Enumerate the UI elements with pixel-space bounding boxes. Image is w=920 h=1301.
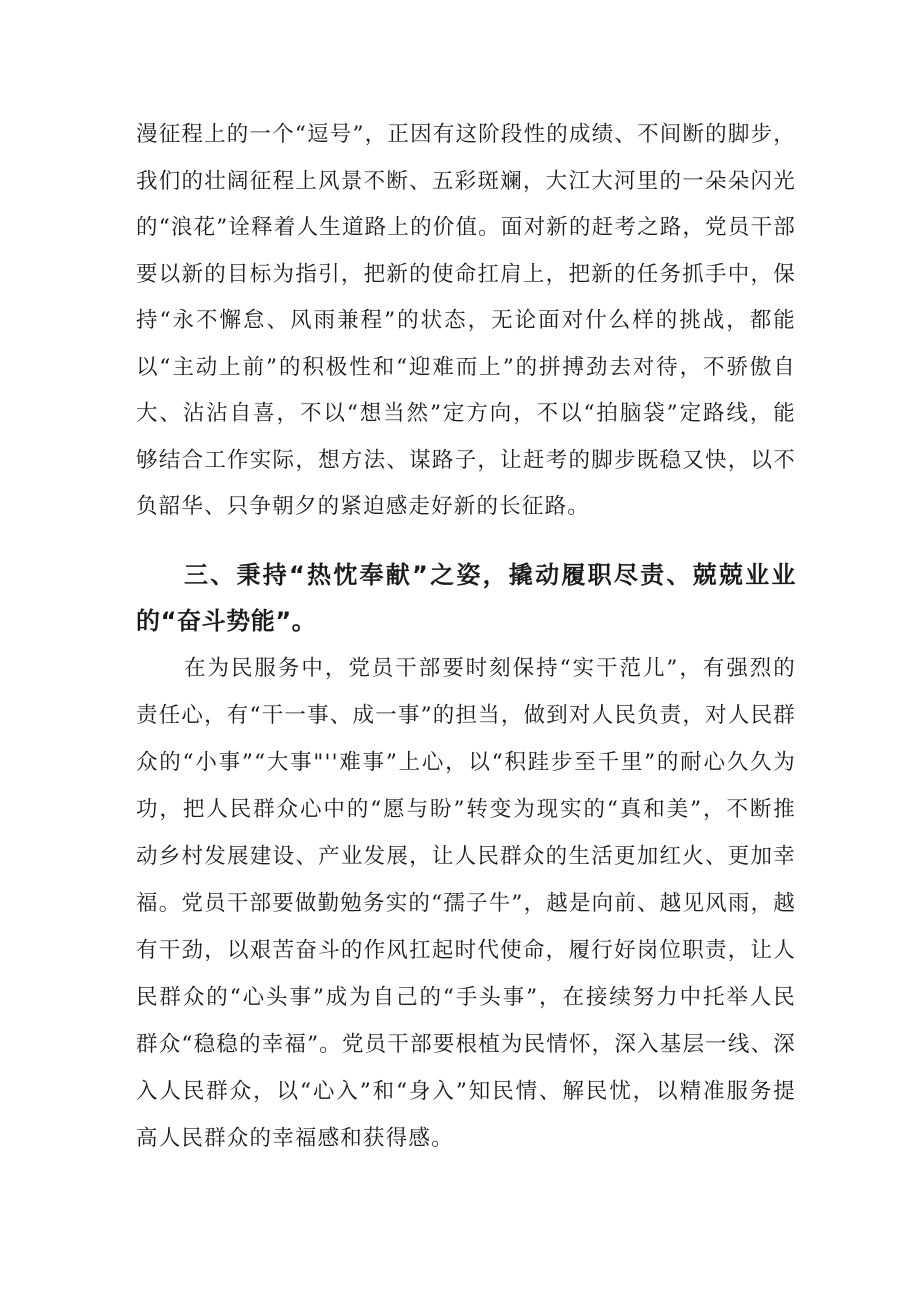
continued-paragraph: 漫征程上的一个“逗号”，正因有这阶段性的成绩、不间断的脚步，我们的壮阔征程上风景不断、五彩斑斓，大江大河里的一朵朵闪光的“浪花”诠释着人生道路上的价值。面对新的赶考之路，党员干部要以新的目标为指引，把新的使命扛肩上，把新的任务抓手中，保持“永不懈怠、风雨兼程”的状态，无论面对什么样的挑战，都能以“主动上前”的积极性和“迎难而上”的拼搏劲去对待，不骄傲自大、沾沾自喜，不以“想当然”定方向，不以“拍脑袋”定路线，能够结合工作实际，想方法、谋路子，让赶考的脚步既稳又快，以不负韶华、只争朝夕的紧迫感走好新的长征路。 [136, 122, 796, 519]
section-paragraph: 在为民服务中，党员干部要时刻保持“实干范儿”，有强烈的责任心，有“干一事、成一事”的担当，做到对人民负责，对人民群众的“小事”“大事"''难事”上心，以“积跬步至千里”的耐心久久为功，把人民群众心中的“愿与盼”转变为现实的“真和美”，不断推动乡村发展建设、产业发展，让人民群众的生活更加红火、更加幸福。党员干部要做勤勉务实的“孺子牛”，越是向前、越见风雨，越有干劲，以艰苦奋斗的作风扛起时代使命，履行好岗位职责，让人民群众的“心头事”成为自己的“手头事”，在接续努力中托举人民群众“稳稳的幸福”。党员干部要根植为民情怀，深入基层一线、深入人民群众，以“心入”和“身入”知民情、解民忧，以精准服务提高人民群众的幸福感和获得感。 [136, 656, 796, 1151]
section-heading: 三、秉持“热忱奉献”之姿，撬动履职尽责、兢兢业业的“奋斗势能”。 [136, 561, 796, 635]
